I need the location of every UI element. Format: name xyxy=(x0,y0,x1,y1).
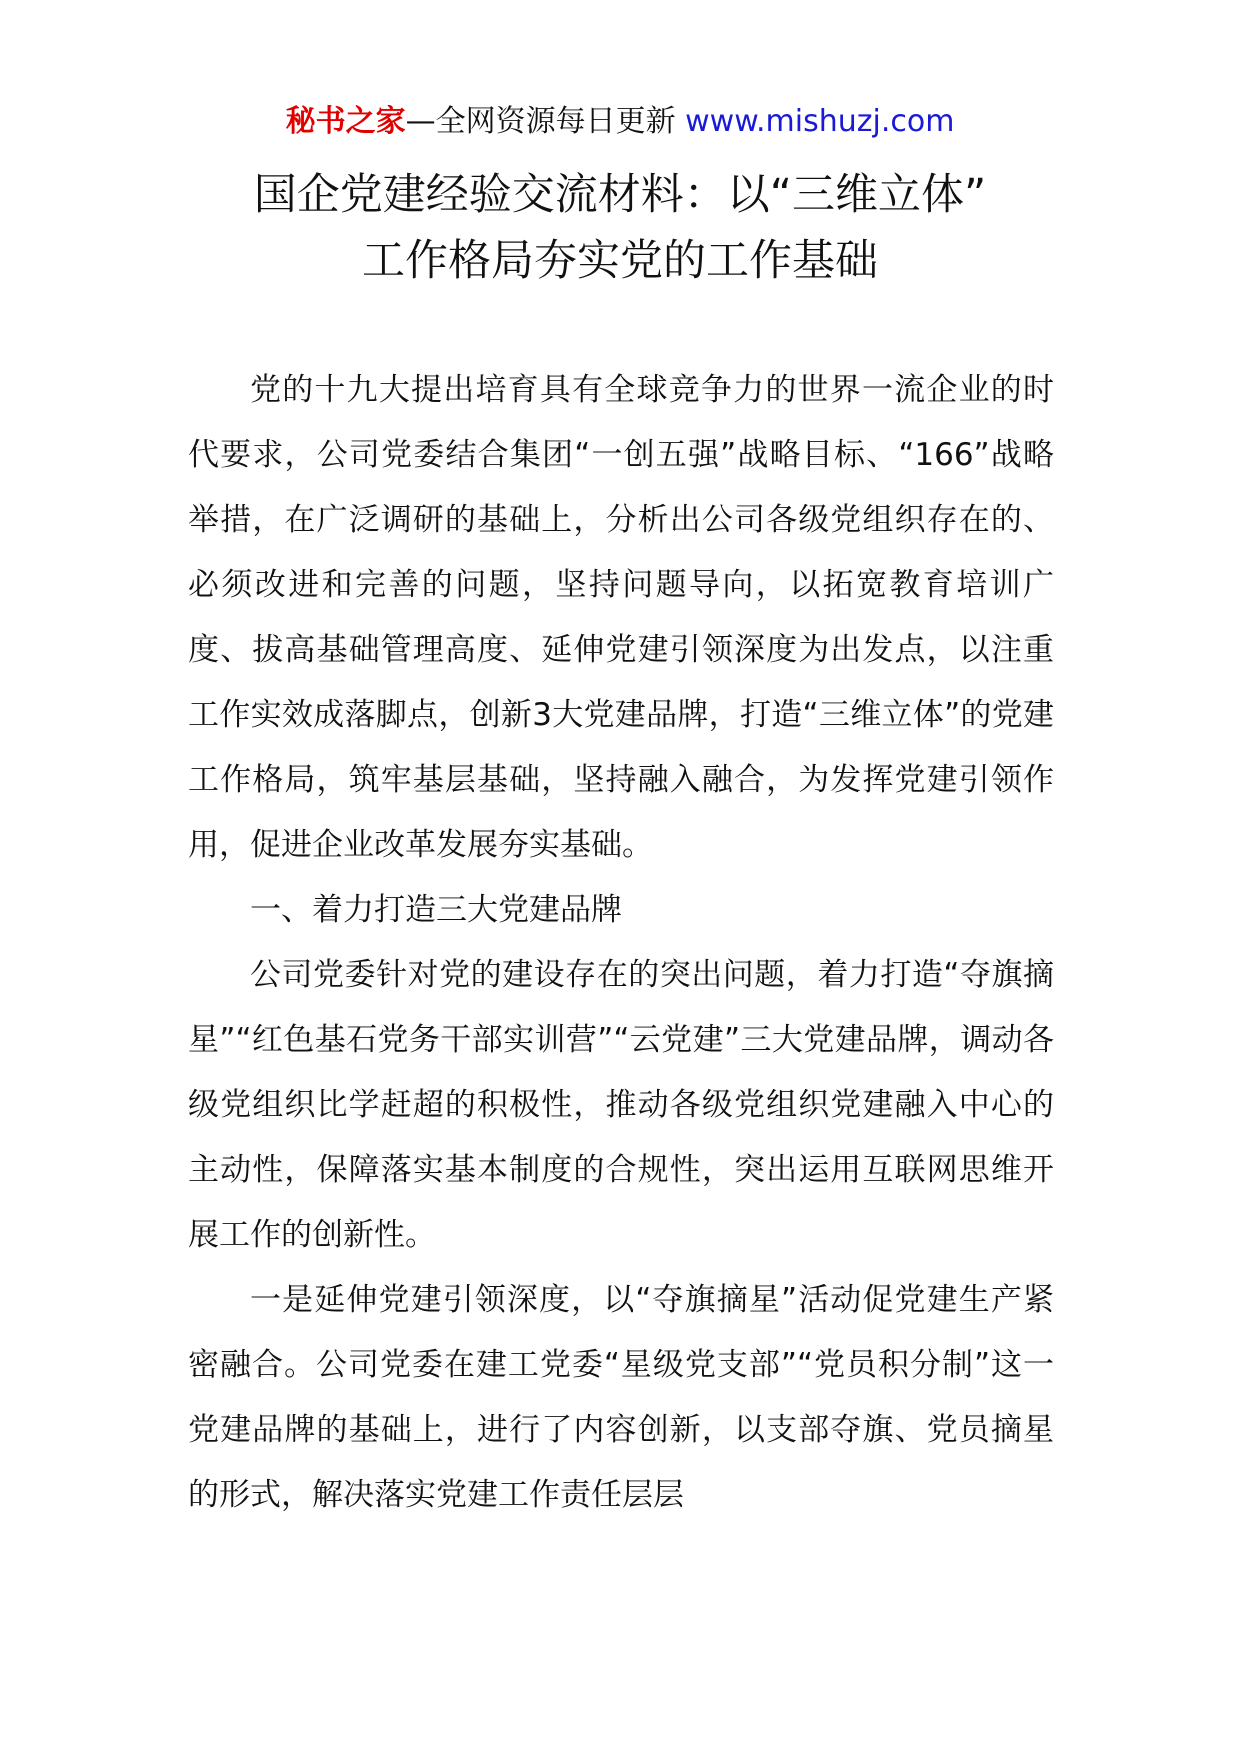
point-paragraph: 一是延伸党建引领深度，以“夺旗摘星”活动促党建生产紧密融合。公司党委在建工党委“星级党支部”“党员积分制”这一党建品牌的基础上，进行了内容创新，以支部夺旗、党员摘星的形式，解决落实党建工作责任层层 xyxy=(188,1282,1054,1513)
title-line-1: 国企党建经验交流材料：以“三维立体” xyxy=(253,170,987,220)
site-banner xyxy=(0,102,1240,142)
document-body xyxy=(188,358,1054,1528)
site-brand: 秘书之家 xyxy=(285,104,406,139)
title-line-2: 工作格局夯实党的工作基础 xyxy=(362,236,878,286)
site-tagline: —全网资源每日更新 xyxy=(405,104,676,139)
site-url-link[interactable]: www.mishuzj.com xyxy=(685,104,955,139)
intro-paragraph: 党的十九大提出培育具有全球竞争力的世界一流企业的时代要求，公司党委结合集团“一创五强”战略目标、“166”战略举措，在广泛调研的基础上，分析出公司各级党组织存在的、必须改进和完善的问题，坚持问题导向，以拓宽教育培训广度、拔高基础管理高度、延伸党建引领深度为出发点，以注重工作实效成落脚点，创新3大党建品牌，打造“三维立体”的党建工作格局，筑牢基层基础，坚持融入融合，为发挥党建引领作用，促进企业改革发展夯实基础。 xyxy=(188,372,1054,863)
section-paragraph: 公司党委针对党的建设存在的突出问题，着力打造“夺旗摘星”“红色基石党务干部实训营”“云党建”三大党建品牌，调动各级党组织比学赶超的积极性，推动各级党组织党建融入中心的主动性，保障落实基本制度的合规性，突出运用互联网思维开展工作的创新性。 xyxy=(188,957,1054,1253)
section-heading: 一、着力打造三大党建品牌 xyxy=(250,892,622,928)
document-title xyxy=(0,162,1240,294)
